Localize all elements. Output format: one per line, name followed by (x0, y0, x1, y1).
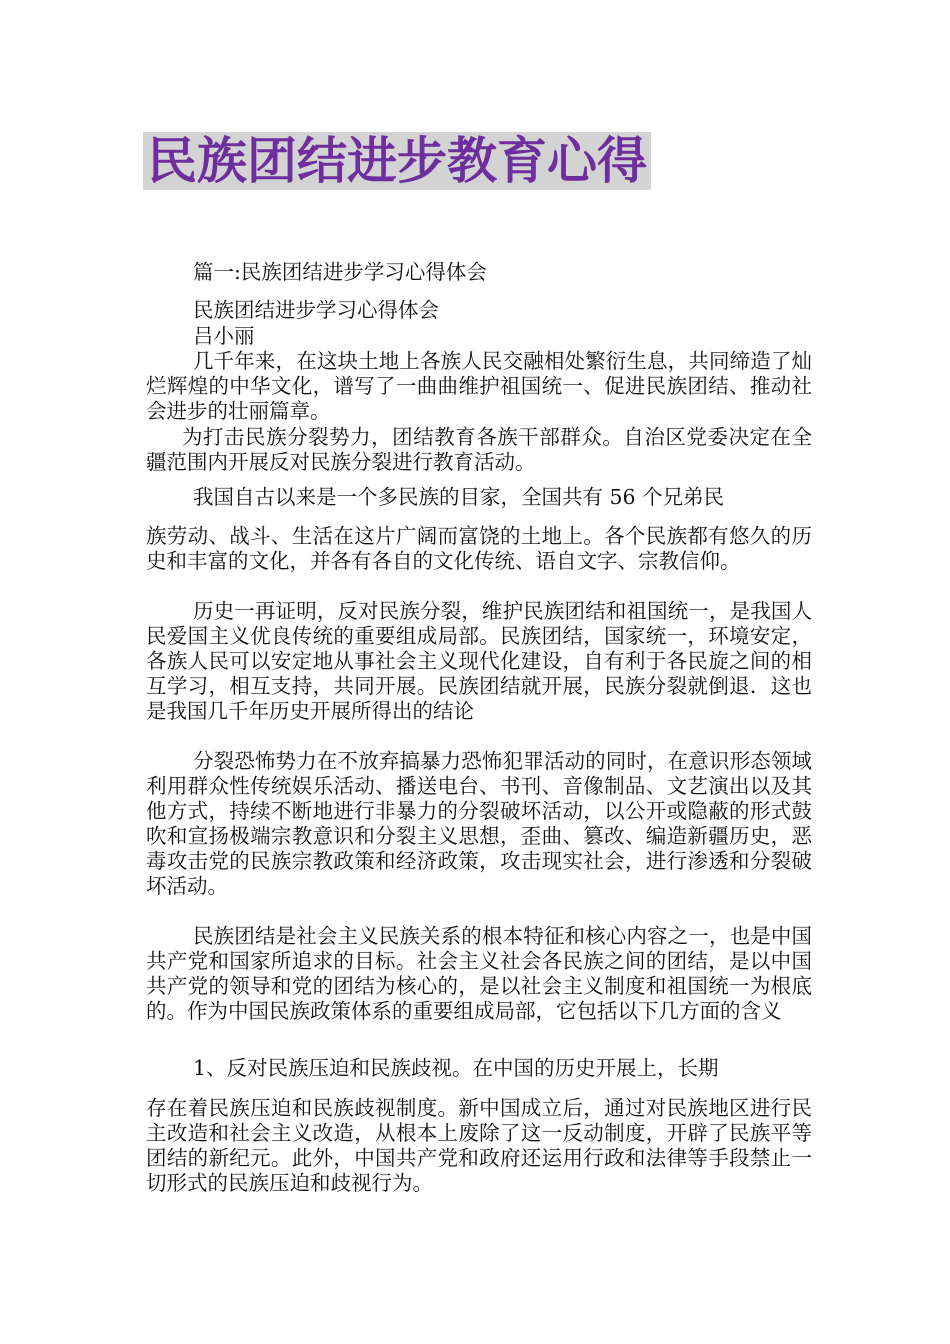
title-highlight (143, 132, 651, 190)
paragraph-3a: 我国自古以来是一个多民族的目家，全国共有 56 个兄弟民 (193, 485, 725, 509)
paragraph-5: 分裂恐怖势力在不放弃搞暴力恐怖犯罪活动的同时，在意识形态领域利用群众性传统娱乐活动、播送电台、书刊、音像制品、文艺演出以及其他方式，持续不断地进行非暴力的分裂破坏活动，以公开或隐蔽的形式鼓吹和宣扬极端宗教意识和分裂主义思想，歪曲、篡改、编造新疆历史，恶毒攻击党的民族宗教政策和经济政策，攻击现实社会，进行渗透和分裂破坏活动。 (146, 749, 812, 898)
paragraph-7a: 1、反对民族压迫和民族歧视。在中国的历史开展上，长期 (193, 1056, 719, 1080)
paragraph-4: 历史一再证明，反对民族分裂，维护民族团结和祖国统一，是我国人民爱国主义优良传统的重要组成局部。民族团结，国家统一，环境安定，各族人民可以安定地从事社会主义现代化建设，自有利于各民旋之间的相互学习，相互支持，共同开展。民族团结就开展，民族分裂就倒退．这也是我国几千年历史开展所得出的结论 (146, 599, 812, 723)
paragraph-6: 民族团结是社会主义民族关系的根本特征和核心内容之一，也是中国共产党和国家所追求的目标。社会主义社会各民族之间的团结，是以中国共产党的领导和党的团结为核心的，是以社会主义制度和祖国统一为根底的。作为中国民族政策体系的重要组成局部，它包括以下几方面的含义 (146, 924, 812, 1023)
subtitle: 民族团结进步学习心得体会 (193, 298, 439, 322)
paragraph-3b: 族劳动、战斗、生活在这片广阔而富饶的土地上。各个民族都有悠久的历史和丰富的文化，并各有各自的文化传统、语自文字、宗教信仰。 (146, 524, 812, 573)
paragraph-7b: 存在着民族压迫和民族歧视制度。新中国成立后，通过对民族地区进行民主改造和社会主义改造，从根本上废除了这一反动制度，开辟了民族平等团结的新纪元。此外，中国共产党和政府还运用行政和法律等手段禁止一切形式的民族压迫和歧视行为。 (146, 1096, 812, 1195)
section-heading: 篇一:民族团结进步学习心得体会 (193, 260, 487, 284)
document-title: 民族团结进步教育心得 (147, 132, 647, 190)
paragraph-1: 几千年来，在这块土地上各族人民交融相处繁衍生息，共同缔造了灿烂辉煌的中华文化，谱写了一曲曲维护祖国统一、促进民族团结、推动社会进步的壮丽篇章。 (146, 349, 812, 423)
paragraph-2: 为打击民族分裂势力，团结教育各族干部群众。自治区党委决定在全疆范围内开展反对民族分裂进行教育活动。 (146, 425, 812, 474)
author: 吕小丽 (193, 324, 255, 348)
